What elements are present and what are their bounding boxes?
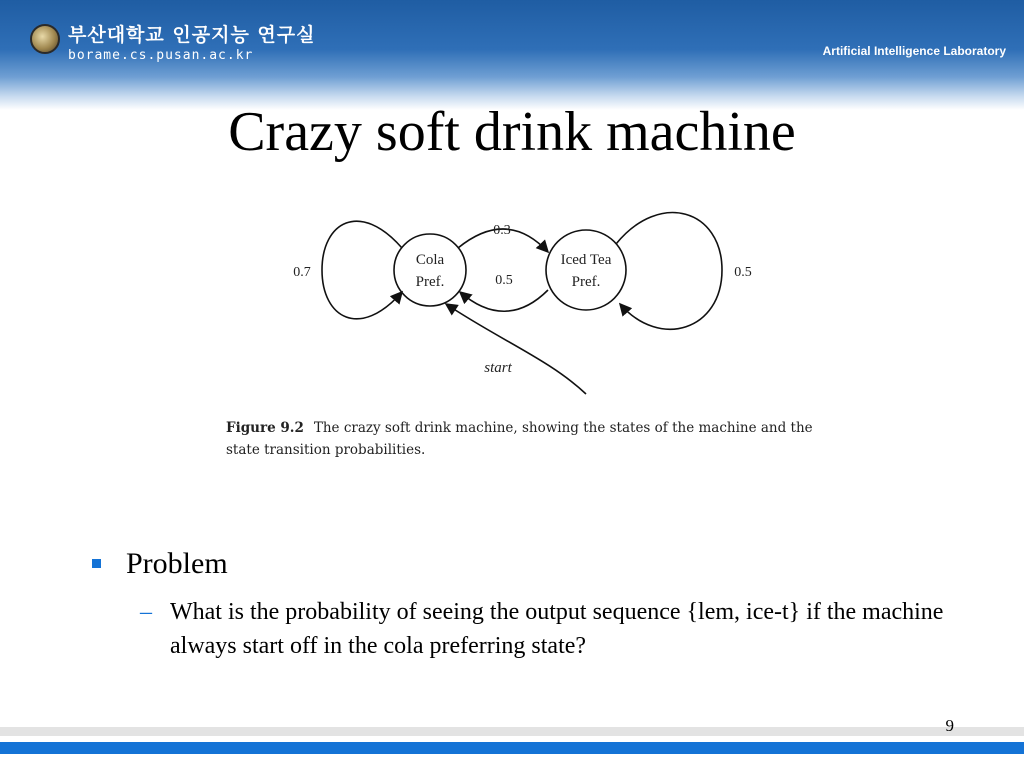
slide-title: Crazy soft drink machine [228, 101, 796, 163]
figure-caption [226, 417, 826, 461]
tea-to-cola-prob-label: 0.5 [495, 273, 513, 288]
bullet-item [88, 545, 968, 585]
dash-bullet-icon: – [140, 599, 152, 625]
cola-state-label-line1: Cola [415, 252, 445, 268]
university-emblem-icon [30, 24, 60, 54]
start-label: start [484, 360, 512, 376]
figure-caption-text: The crazy soft drink machine, showing the states of the machine and the state transition probabilities. [226, 420, 813, 458]
state-diagram [280, 200, 760, 400]
figure-label: Figure 9.2 [226, 420, 304, 436]
footer-bar [0, 742, 1024, 754]
cola-state-node [394, 234, 466, 306]
cola-self-loop-arrow [322, 221, 402, 319]
iced-tea-state-node [546, 230, 626, 310]
cola-state-label-line2: Pref. [415, 274, 445, 290]
tea-self-prob-label: 0.5 [734, 265, 752, 280]
tea-to-cola-arrow [460, 290, 548, 311]
sub-bullet-item [88, 595, 968, 663]
university-name: 부산대학교 인공지능 연구실 [68, 24, 316, 46]
bullet-text: Problem [126, 547, 228, 580]
page-number: 9 [945, 716, 954, 735]
cola-self-prob-label: 0.7 [293, 265, 311, 280]
footer-divider [0, 727, 1024, 736]
sub-bullet-text: What is the probability of seeing the output sequence {lem, ice-t} if the machine always start off in the cola preferring state? [170, 599, 944, 659]
slide-header [0, 0, 1024, 110]
lab-name: Artificial Intelligence Laboratory [822, 44, 1006, 58]
tea-state-label-line2: Pref. [571, 274, 601, 290]
cola-to-tea-prob-label: 0.3 [493, 223, 511, 238]
university-url: borame.cs.pusan.ac.kr [68, 48, 254, 63]
tea-self-loop-arrow [616, 213, 722, 330]
square-bullet-icon [92, 559, 101, 568]
bullet-list [88, 545, 968, 663]
start-arrow [446, 304, 586, 394]
tea-state-label-line1: Iced Tea [560, 252, 612, 268]
